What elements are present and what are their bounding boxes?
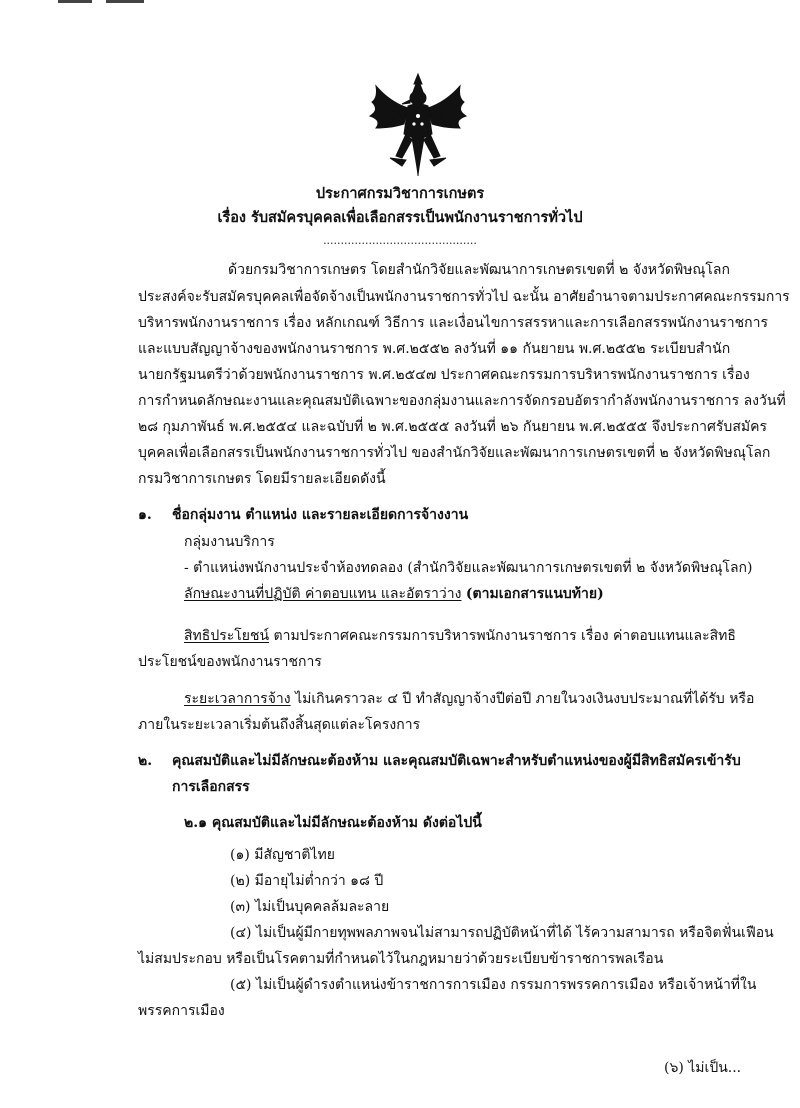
intro-line: บุคคลเพื่อเลือกสรรเป็นพนักงานราชการทั่วไป ของสำนักวิจัยและพัฒนาการเกษตรเขตที่ ๒ จังหวัดพิษณุโลก [138, 445, 771, 461]
duties-label: ลักษณะงานที่ปฏิบัติ ค่าตอบแทน และอัตราว่าง [184, 586, 462, 602]
period-text: ไม่เกินคราวละ ๔ ปี ทำสัญญาจ้างปีต่อปี ภายในวงเงินงบประมาณที่ได้รับ หรือ [295, 691, 755, 707]
position-item: - ตำแหน่งพนักงานประจำห้องทดลอง (สำนักวิจัยและพัฒนาการเกษตรเขตที่ ๒ จังหวัดพิษณุโลก) [184, 560, 753, 576]
separator-dots: ............................................ [323, 234, 477, 247]
period-label: ระยะเวลาการจ้าง [184, 691, 291, 707]
duties-line [184, 584, 604, 604]
intro-line: บริหารพนักงานราชการ เรื่อง หลักเกณฑ์ วิธีการ และเงื่อนไขการสรรหาและการเลือกสรรพนักงานราชการ [138, 315, 769, 331]
intro-line: นายกรัฐมนตรีว่าด้วยพนักงานราชการ พ.ศ.๒๕๔๗ ประกาศคณะกรรมการบริหารพนักงานราชการ เรื่อง [138, 367, 750, 383]
service-group: กลุ่มงานบริการ [184, 534, 275, 550]
section1-heading [138, 505, 468, 525]
qualification-item-cont: พรรคการเมือง [138, 1003, 225, 1019]
section2-title: คุณสมบัติและไม่มีลักษณะต้องห้าม และคุณสมบัติเฉพาะสำหรับตำแหน่งของผู้มีสิทธิสมัครเข้ารับ [172, 753, 741, 769]
scan-artifact [58, 0, 92, 3]
continuation-marker: (๖) ไม่เป็น... [664, 1060, 742, 1076]
section2-1-heading: ๒.๑ คุณสมบัติและไม่มีลักษณะต้องห้าม ดังต่อไปนี้ [184, 815, 482, 831]
section1-title: ชื่อกลุ่มงาน ตำแหน่ง และรายละเอียดการจ้างงาน [172, 507, 469, 523]
intro-line: และแบบสัญญาจ้างของพนักงานราชการ พ.ศ.๒๕๕๒ ลงวันที่ ๑๑ กันยายน พ.ศ.๒๕๕๒ ระเบียบสำนัก [138, 341, 731, 357]
period-line [184, 689, 754, 709]
qualification-item-cont: ไม่สมประกอบ หรือเป็นโรคตามที่กำหนดไว้ในกฎหมายว่าด้วยระเบียบข้าราชการพลเรือน [138, 951, 664, 967]
document-subject: เรื่อง รับสมัครบุคคลเพื่อเลือกสรรเป็นพนักงานราชการทั่วไป [217, 209, 583, 226]
scan-artifact [106, 0, 144, 3]
section2-number: ๒. [138, 753, 153, 769]
intro-line: ด้วยกรมวิชาการเกษตร โดยสำนักวิจัยและพัฒนาการเกษตรเขตที่ ๒ จังหวัดพิษณุโลก [228, 262, 730, 278]
benefits-label: สิทธิประโยชน์ [184, 628, 270, 644]
qualification-item: (๔) ไม่เป็นผู้มีกายทุพพลภาพจนไม่สามารถปฏิบัติหน้าที่ได้ ไร้ความสามารถ หรือจิตฟั่นเฟือน [230, 925, 774, 941]
intro-line: ๒๘ กุมภาพันธ์ พ.ศ.๒๕๕๔ และฉบับที่ ๒ พ.ศ.๒๕๕๕ ลงวันที่ ๒๖ กันยายน พ.ศ.๒๕๕๕ จึงประกาศรับสมัคร [138, 419, 767, 435]
duties-note: (ตามเอกสารแนบท้าย) [465, 586, 604, 602]
qualification-item: (๓) ไม่เป็นบุคคลล้มละลาย [230, 899, 390, 915]
qualification-item: (๑) มีสัญชาติไทย [230, 847, 335, 863]
intro-line: การกำหนดลักษณะงานและคุณสมบัติเฉพาะของกลุ่มงานและการจัดกรอบอัตรากำลังพนักงานราชการ ลงวันที่ [138, 393, 786, 409]
benefits-continuation: ประโยชน์ของพนักงานราชการ [138, 654, 322, 670]
garuda-emblem-icon [362, 72, 474, 180]
section1-number: ๑. [138, 507, 152, 523]
benefits-line [184, 626, 736, 646]
qualification-item: (๕) ไม่เป็นผู้ดำรงตำแหน่งข้าราชการการเมือง กรรมการพรรคการเมือง หรือเจ้าหน้าที่ใน [230, 977, 757, 993]
section2-heading-cont: การเลือกสรร [172, 779, 250, 795]
intro-line: ประสงค์จะรับสมัครบุคคลเพื่อจัดจ้างเป็นพนักงานราชการทั่วไป ฉะนั้น อาศัยอำนาจตามประกาศคณะกรรมการ [138, 289, 790, 305]
benefits-text: ตามประกาศคณะกรรมการบริหารพนักงานราชการ เรื่อง ค่าตอบแทนและสิทธิ [273, 628, 736, 644]
intro-line: กรมวิชาการเกษตร โดยมีรายละเอียดดังนี้ [138, 471, 386, 487]
document-title: ประกาศกรมวิชาการเกษตร [315, 185, 485, 202]
qualification-item: (๒) มีอายุไม่ต่ำกว่า ๑๘ ปี [230, 873, 384, 889]
period-continuation: ภายในระยะเวลาเริ่มต้นถึงสิ้นสุดแต่ละโครงการ [138, 717, 421, 733]
section2-heading [138, 751, 741, 771]
